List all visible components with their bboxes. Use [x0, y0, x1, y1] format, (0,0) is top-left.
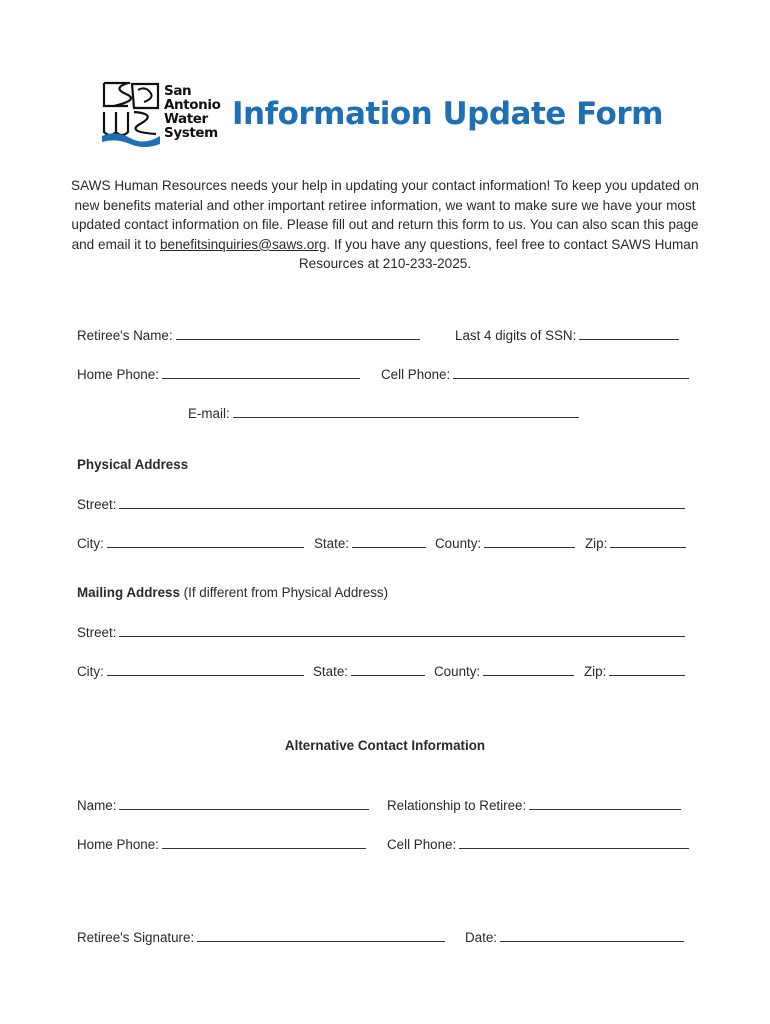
alt-home-phone-label: Home Phone:: [77, 837, 159, 852]
physical-zip-line[interactable]: [610, 535, 686, 548]
mailing-zip-line[interactable]: [609, 663, 685, 676]
email-link[interactable]: benefitsinquiries@saws.org: [159, 236, 327, 252]
home-phone-line[interactable]: [162, 366, 360, 379]
mailing-street-line[interactable]: [119, 624, 685, 637]
mailing-zip-field[interactable]: [584, 663, 685, 679]
form-title: Information Update Form: [232, 96, 663, 132]
mailing-heading-note: (If different from Physical Address): [179, 585, 389, 600]
retiree-name-label: Retiree's Name:: [77, 328, 173, 343]
mailing-city-field[interactable]: [77, 663, 304, 679]
physical-city-line[interactable]: [107, 535, 304, 548]
physical-street-line[interactable]: [119, 496, 685, 509]
logo-line-1: San: [164, 83, 192, 99]
email-line[interactable]: [233, 405, 579, 418]
relationship-label: Relationship to Retiree:: [387, 798, 527, 813]
physical-zip-field[interactable]: [585, 535, 686, 551]
relationship-line[interactable]: [529, 797, 681, 810]
physical-state-field[interactable]: [314, 535, 426, 551]
physical-zip-label: Zip:: [585, 536, 608, 551]
mailing-county-line[interactable]: [483, 663, 574, 676]
signature-label: Retiree's Signature:: [77, 930, 195, 945]
cell-phone-line[interactable]: [453, 366, 689, 379]
alt-cell-phone-label: Cell Phone:: [387, 837, 457, 852]
mailing-heading-text: Mailing Address: [77, 585, 180, 600]
mailing-state-label: State:: [313, 664, 348, 679]
signature-field[interactable]: [77, 929, 445, 945]
logo-line-3: Water: [164, 111, 208, 127]
alt-cell-phone-line[interactable]: [459, 836, 689, 849]
alternative-contact-heading: Alternative Contact Information: [284, 738, 486, 753]
physical-county-field[interactable]: [435, 535, 575, 551]
physical-street-label: Street:: [77, 497, 117, 512]
relationship-field[interactable]: [387, 797, 681, 813]
alt-home-phone-line[interactable]: [162, 836, 366, 849]
physical-county-line[interactable]: [484, 535, 575, 548]
mailing-state-field[interactable]: [313, 663, 425, 679]
mailing-county-field[interactable]: [434, 663, 574, 679]
alt-name-field[interactable]: [77, 797, 369, 813]
mailing-address-heading: [77, 585, 388, 600]
alt-name-line[interactable]: [119, 797, 369, 810]
retiree-name-line[interactable]: [176, 327, 420, 340]
logo-line-2: Antonio: [164, 97, 221, 113]
email-field[interactable]: [188, 405, 579, 421]
home-phone-label: Home Phone:: [77, 367, 159, 382]
logo-wordmark: [164, 84, 221, 140]
cell-phone-field[interactable]: [381, 366, 689, 382]
intro-text-after: . If you have any questions, feel free to contact SAWS Human Resources at 210-233-2025.: [298, 236, 699, 272]
mailing-street-field[interactable]: [77, 624, 685, 640]
mailing-state-line[interactable]: [351, 663, 425, 676]
date-label: Date:: [465, 930, 498, 945]
mailing-zip-label: Zip:: [584, 664, 607, 679]
physical-state-line[interactable]: [352, 535, 426, 548]
alt-name-label: Name:: [77, 798, 117, 813]
ssn-line[interactable]: [579, 327, 679, 340]
ssn-field[interactable]: [455, 327, 679, 343]
signature-line[interactable]: [197, 929, 445, 942]
mailing-city-line[interactable]: [107, 663, 304, 676]
mailing-county-label: County:: [434, 664, 481, 679]
home-phone-field[interactable]: [77, 366, 360, 382]
email-label: E-mail:: [188, 406, 230, 421]
saws-logo: [100, 80, 221, 148]
physical-city-label: City:: [77, 536, 104, 551]
physical-state-label: State:: [314, 536, 349, 551]
physical-street-field[interactable]: [77, 496, 685, 512]
alt-home-phone-field[interactable]: [77, 836, 366, 852]
alt-cell-phone-field[interactable]: [387, 836, 689, 852]
physical-address-heading: Physical Address: [77, 457, 189, 472]
mailing-street-label: Street:: [77, 625, 117, 640]
physical-county-label: County:: [435, 536, 482, 551]
logo-line-4: System: [164, 125, 218, 141]
ssn-label: Last 4 digits of SSN:: [455, 328, 577, 343]
mailing-city-label: City:: [77, 664, 104, 679]
saws-logo-icon: [100, 80, 162, 148]
physical-city-field[interactable]: [77, 535, 304, 551]
date-field[interactable]: [465, 929, 684, 945]
retiree-name-field[interactable]: [77, 327, 420, 343]
cell-phone-label: Cell Phone:: [381, 367, 451, 382]
date-line[interactable]: [500, 929, 684, 942]
intro-text-before: SAWS Human Resources needs your help in updating your contact information! To keep you updated on new benefits material and other important retiree information, we want to make sure we have your most updated contact information on file. Please fill out and return this form to us. You can also scan this page and email it to: [71, 178, 699, 252]
intro-paragraph: [70, 176, 700, 274]
